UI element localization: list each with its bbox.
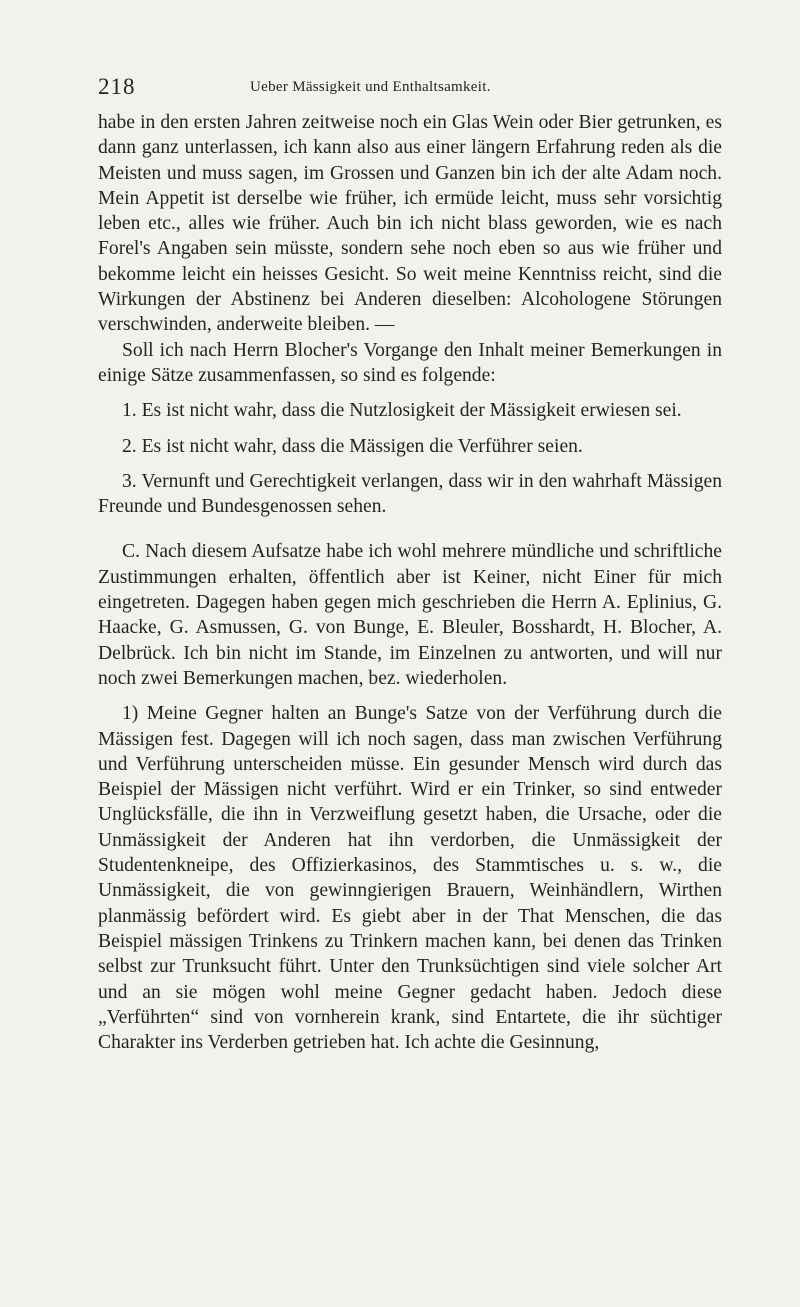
page-number: 218 (98, 74, 136, 99)
body-text (98, 110, 722, 1055)
paragraph-continuation: habe in den ersten Jahren zeitweise noch ein Glas Wein oder Bier getrunken, es dann ganz unterlassen, ich kann also aus einer längern Erfahrung reden als die Meisten und muss sagen, im Grossen und Ganzen bin ich der alte Adam noch. Mein Appetit ist derselbe wie früher, ich ermüde leicht, muss sehr vorsichtig leben etc., alles wie früher. Auch bin ich nicht blass geworden, wie es nach Forel's Angaben sein müsste, sondern sehe noch eben so aus wie früher und bekomme leicht ein heisses Gesicht. So weit meine Kenntniss reicht, sind die Wirkungen der Abstinenz bei Anderen dieselben: Alcohologene Störungen verschwinden, anderweite bleiben. — (98, 112, 722, 336)
point-1-paragraph: 1) Meine Gegner halten an Bunge's Satze von der Verführung durch die Mässigen fest. Dagegen will ich noch sagen, dass man zwischen Verführung und Verführung unterscheiden müsse. Ein gesunder Mensch wird durch das Beispiel der Mässigen nicht verführt. Wird er ein Trinker, so sind entweder Unglücksfälle, die ihn in Verzweiflung gesetzt haben, die Ursache, oder die Unmässigkeit der Anderen hat ihn verdorben, die Unmässigkeit der Studentenkneipe, des Offizierkasinos, des Stammtisches u. s. w., die Unmässigkeit, die von gewinngierigen Brauern, Weinhändlern, Wirthen planmässig befördert wird. Es giebt aber in der That Menschen, die das Beispiel mässigen Trinkens zu Trinkern machen kann, bei denen das Trinken selbst zur Trunksucht führt. Unter den Trunksüchtigen sind viele solcher Art und an sie mögen wohl meine Gegner gedacht haben. Jedoch diese „Verführten“ sind von vornherein krank, sind Entartete, die ihr süchtiger Charakter ins Verderben getrieben hat. Ich achte die Gesinnung, (98, 703, 722, 1054)
list-item-3: 3. Vernunft und Gerechtigkeit verlangen, dass wir in den wahrhaft Mässigen Freunde und Bundesgenossen sehen. (98, 470, 722, 518)
running-title: Ueber Mässigkeit und Enthaltsamkeit. (250, 79, 491, 95)
running-head (98, 74, 722, 104)
paragraph-summary-intro: Soll ich nach Herrn Blocher's Vorgange den Inhalt meiner Bemerkungen in einige Sätze zusammenfassen, so sind es folgende: (98, 339, 722, 386)
section-c-paragraph: C. Nach diesem Aufsatze habe ich wohl mehrere mündliche und schriftliche Zustimmungen erhalten, öffentlich aber ist Keiner, nicht Einer für mich eingetreten. Dagegen haben gegen mich geschrieben die Herrn A. Eplinius, G. Haacke, G. Asmussen, G. von Bunge, E. Bleuler, Bosshardt, H. Blocher, A. Delbrück. Ich bin nicht im Stande, im Einzelnen zu antworten, und will nur noch zwei Bemerkungen machen, bez. wiederholen. (98, 541, 722, 689)
list-item-1: 1. Es ist nicht wahr, dass die Nutzlosigkeit der Mässigkeit erwiesen sei. (122, 400, 682, 422)
list-item-2: 2. Es ist nicht wahr, dass die Mässigen die Verführer seien. (122, 435, 583, 457)
